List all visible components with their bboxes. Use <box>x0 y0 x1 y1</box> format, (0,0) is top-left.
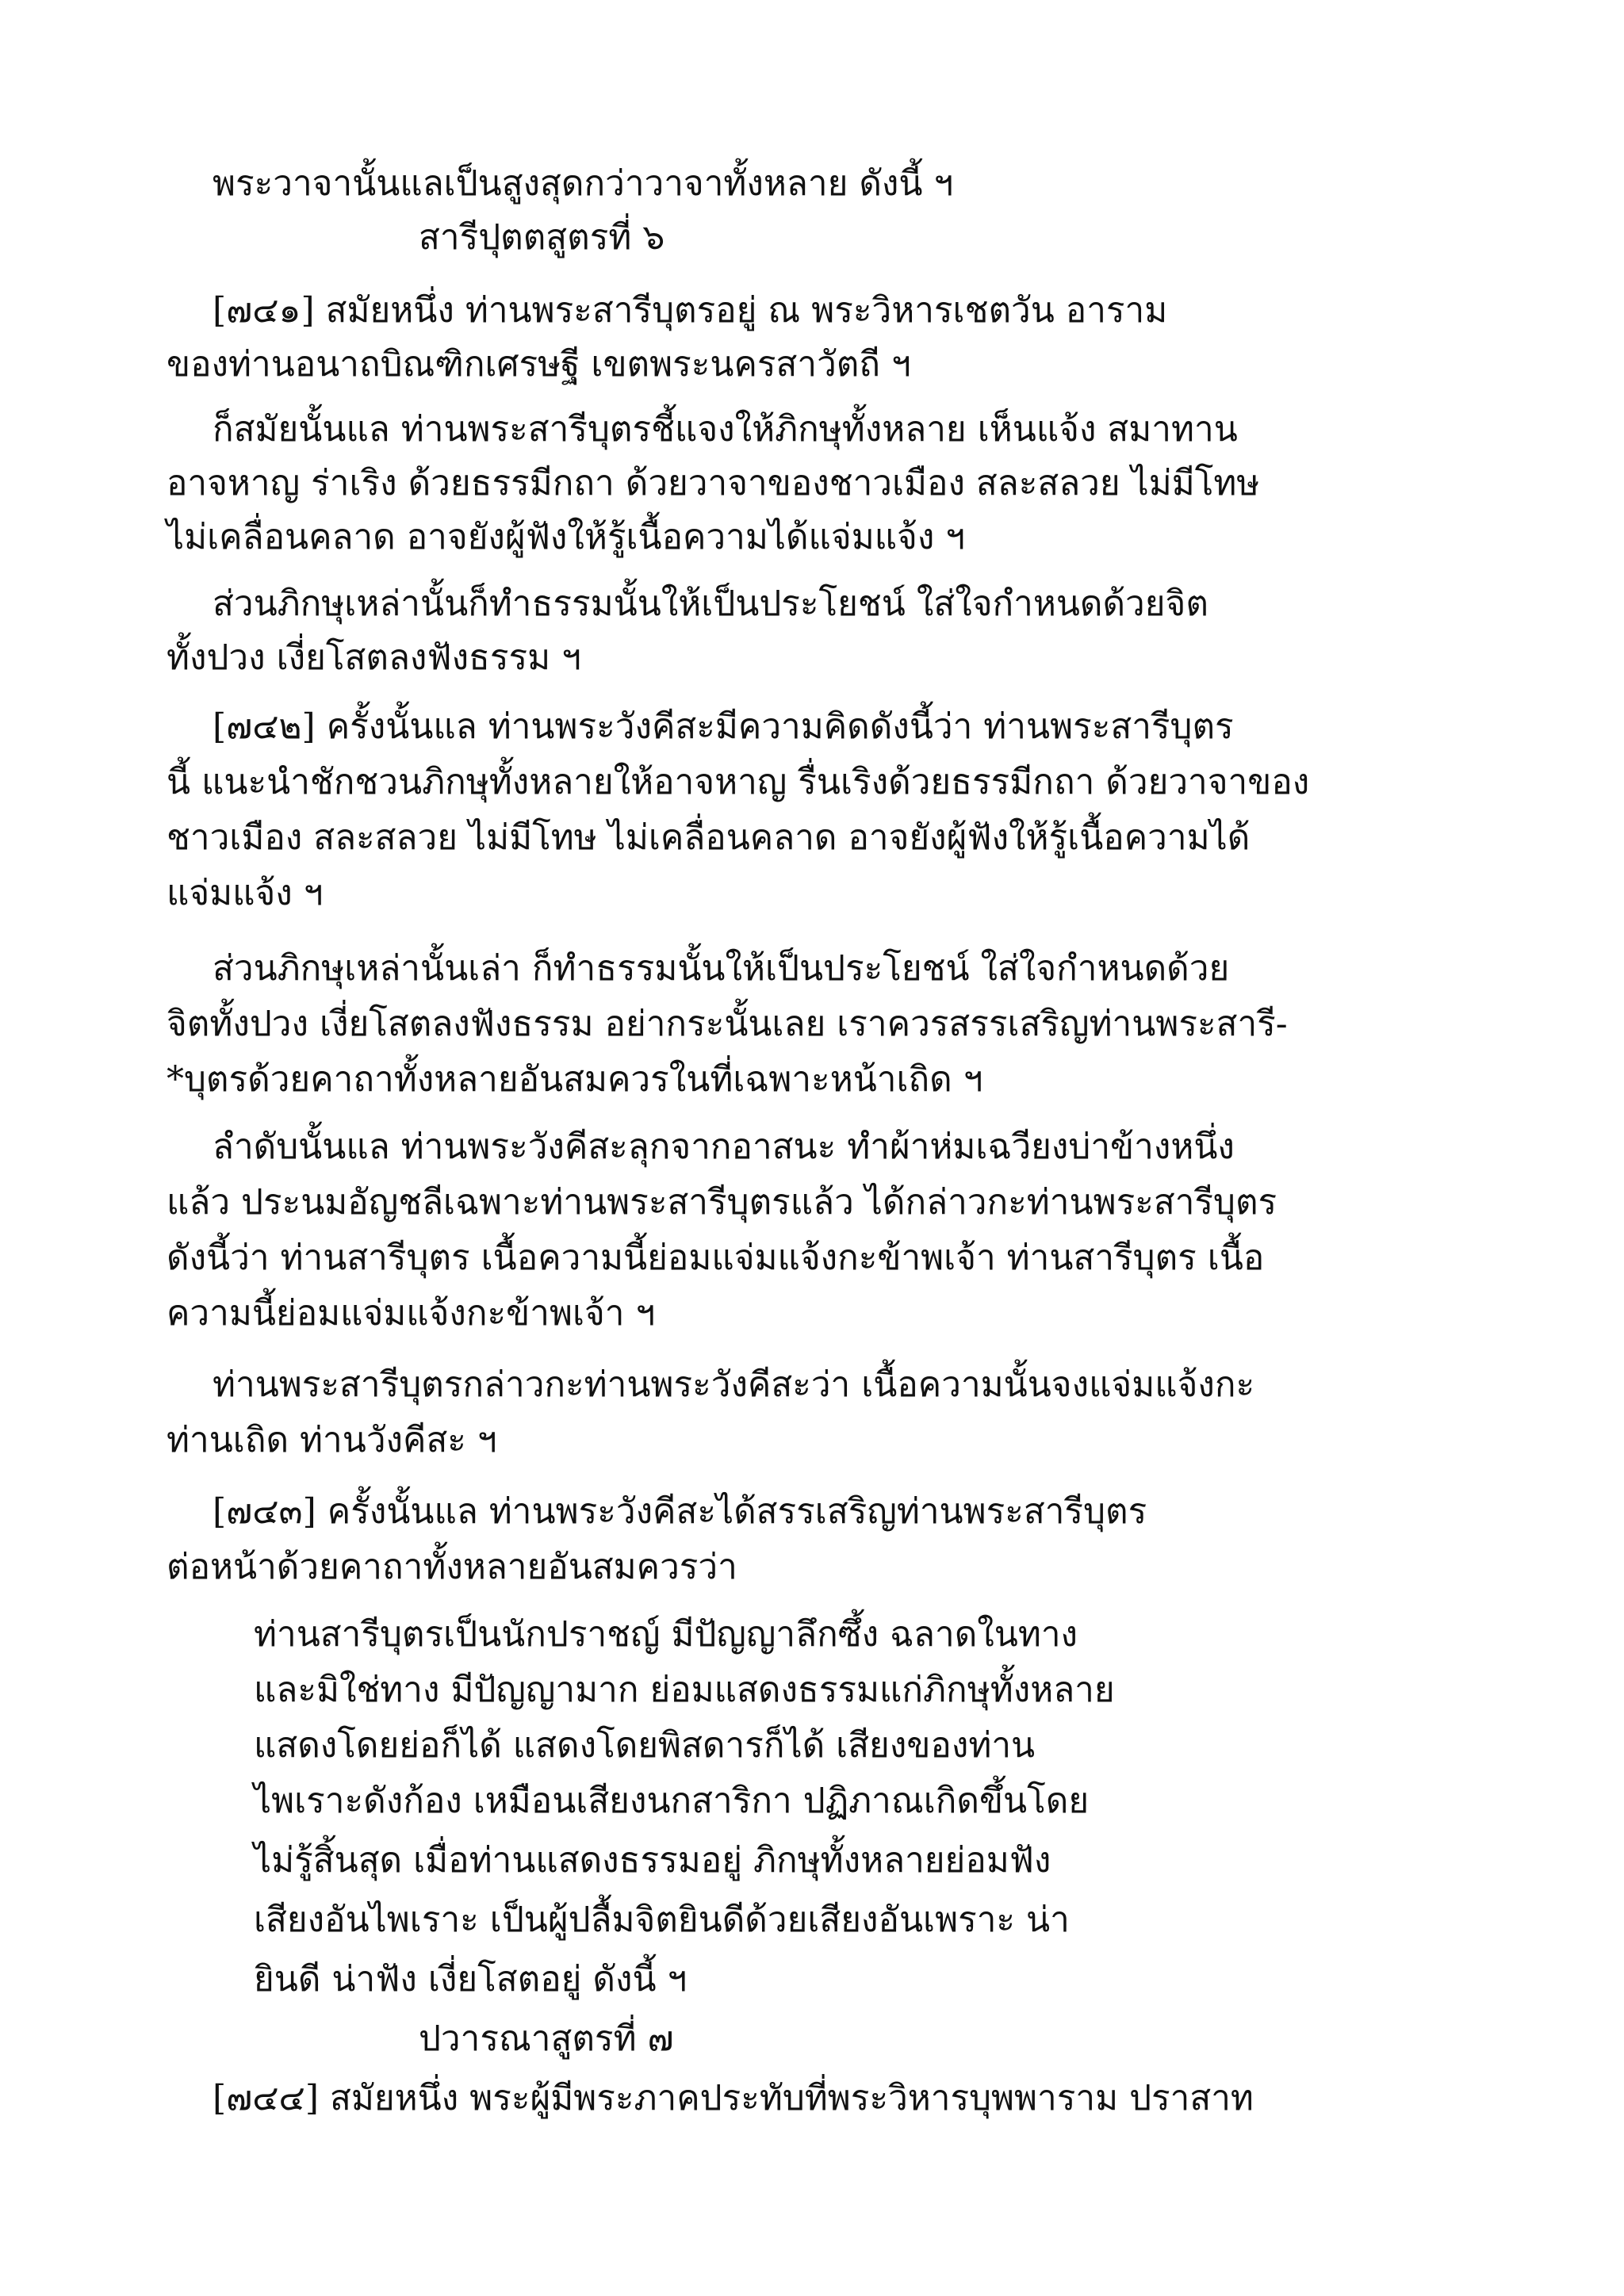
text-line: แล้ว ประนมอัญชลีเฉพาะท่านพระสารีบุตรแล้ว ได้กล่าวกะท่านพระสารีบุตร <box>167 1182 1277 1223</box>
text-line: ต่อหน้าด้วยคาถาทั้งหลายอันสมควรว่า <box>167 1547 737 1587</box>
text-line: [๗๔๓] ครั้งนั้นแล ท่านพระวังคีสะได้สรรเสริญท่านพระสารีบุตร <box>213 1491 1147 1532</box>
text-line: ลำดับนั้นแล ท่านพระวังคีสะลุกจากอาสนะ ทำผ้าห่มเฉวียงบ่าข้างหนึ่ง <box>213 1127 1235 1167</box>
text-line: ความนี้ย่อมแจ่มแจ้งกะข้าพเจ้า ฯ <box>167 1293 656 1334</box>
text-line: อาจหาญ ร่าเริง ด้วยธรรมีกถา ด้วยวาจาของชาวเมือง สละสลวย ไม่มีโทษ <box>167 463 1260 503</box>
text-line: พระวาจานั้นแลเป็นสูงสุดกว่าวาจาทั้งหลาย ดังนี้ ฯ <box>213 163 954 204</box>
text-line: ส่วนภิกษุเหล่านั้นก็ทำธรรมนั้นให้เป็นประโยชน์ ใส่ใจกำหนดด้วยจิต <box>213 584 1208 624</box>
text-line: แจ่มแจ้ง ฯ <box>167 873 324 913</box>
text-line: ชาวเมือง สละสลวย ไม่มีโทษ ไม่เคลื่อนคลาด อาจยังผู้ฟังให้รู้เนื้อความได้ <box>167 817 1251 858</box>
text-line: ของท่านอนาถบิณฑิกเศรษฐี เขตพระนครสาวัตถี ฯ <box>167 344 911 385</box>
section-heading: สารีปุตตสูตรที่ ๖ <box>419 217 665 258</box>
verse-line: และมิใช่ทาง มีปัญญามาก ย่อมแสดงธรรมแก่ภิกษุทั้งหลาย <box>254 1670 1115 1710</box>
text-line: [๗๔๔] สมัยหนึ่ง พระผู้มีพระภาคประทับที่พระวิหารบุพพาราม ปราสาท <box>213 2078 1254 2118</box>
text-line: ก็สมัยนั้นแล ท่านพระสารีบุตรชี้แจงให้ภิกษุทั้งหลาย เห็นแจ้ง สมาทาน <box>213 409 1238 450</box>
verse-line: เสียงอันไพเราะ เป็นผู้ปลื้มจิตยินดีด้วยเสียงอันเพราะ น่า <box>254 1900 1070 1940</box>
text-line: ท่านพระสารีบุตรกล่าวกะท่านพระวังคีสะว่า เนื้อความนั้นจงแจ่มแจ้งกะ <box>213 1364 1255 1405</box>
verse-line: แสดงโดยย่อก็ได้ แสดงโดยพิสดารก็ได้ เสียงของท่าน <box>254 1725 1036 1766</box>
text-line: [๗๔๑] สมัยหนึ่ง ท่านพระสารีบุตรอยู่ ณ พระวิหารเชตวัน อาราม <box>213 290 1168 331</box>
section-heading: ปวารณาสูตรที่ ๗ <box>419 2019 674 2059</box>
text-line: จิตทั้งปวง เงี่ยโสตลงฟังธรรม อย่ากระนั้นเลย เราควรสรรเสริญท่านพระสารี- <box>167 1004 1288 1044</box>
text-line: ส่วนภิกษุเหล่านั้นเล่า ก็ทำธรรมนั้นให้เป็นประโยชน์ ใส่ใจกำหนดด้วย <box>213 948 1230 989</box>
verse-line: ท่านสารีบุตรเป็นนักปราชญ์ มีปัญญาลึกซึ้ง ฉลาดในทาง <box>254 1614 1078 1655</box>
text-line: *บุตรด้วยคาถาทั้งหลายอันสมควรในที่เฉพาะหน้าเถิด ฯ <box>167 1059 983 1100</box>
verse-line: ยินดี น่าฟัง เงี่ยโสตอยู่ ดังนี้ ฯ <box>254 1959 688 1999</box>
text-line: ไม่เคลื่อนคลาด อาจยังผู้ฟังให้รู้เนื้อความได้แจ่มแจ้ง ฯ <box>167 517 966 557</box>
text-line: ดังนี้ว่า ท่านสารีบุตร เนื้อความนี้ย่อมแจ่มแจ้งกะข้าพเจ้า ท่านสารีบุตร เนื้อ <box>167 1238 1265 1278</box>
text-line: [๗๔๒] ครั้งนั้นแล ท่านพระวังคีสะมีความคิดดังนี้ว่า ท่านพระสารีบุตร <box>213 706 1234 747</box>
verse-line: ไพเราะดังก้อง เหมือนเสียงนกสาริกา ปฏิภาณเกิดขึ้นโดย <box>254 1781 1090 1821</box>
text-line: ทั้งปวง เงี่ยโสตลงฟังธรรม ฯ <box>167 637 581 678</box>
text-line: ท่านเถิด ท่านวังคีสะ ฯ <box>167 1420 497 1460</box>
verse-line: ไม่รู้สิ้นสุด เมื่อท่านแสดงธรรมอยู่ ภิกษุทั้งหลายย่อมฟัง <box>254 1840 1051 1881</box>
text-line: นี้ แนะนำชักชวนภิกษุทั้งหลายให้อาจหาญ รื่นเริงด้วยธรรมีกถา ด้วยวาจาของ <box>167 762 1310 802</box>
